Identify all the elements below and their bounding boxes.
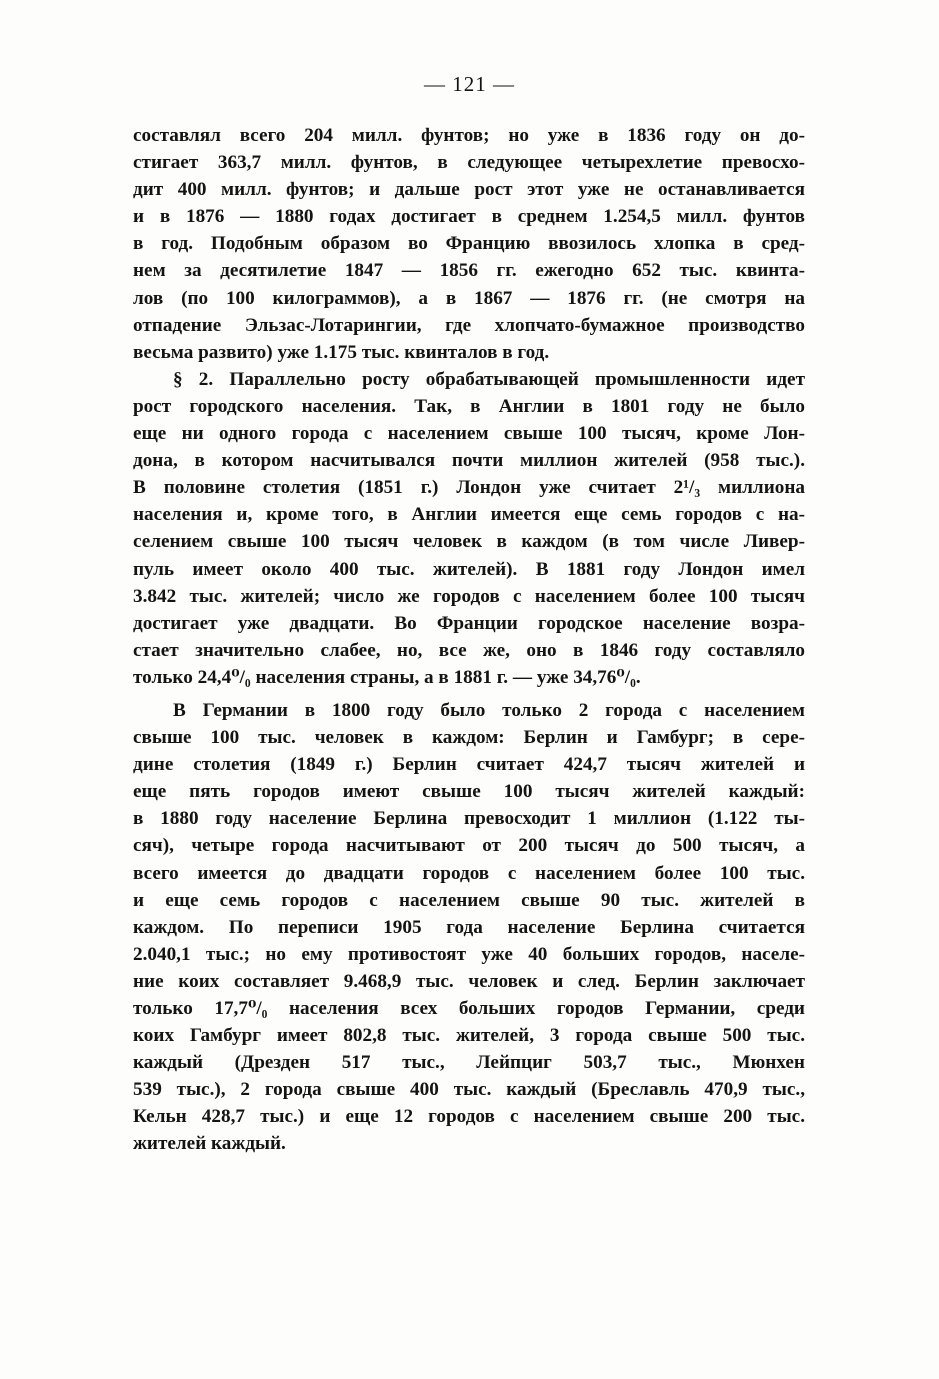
paragraph	[133, 697, 805, 1158]
text-line: всего имеется до двадцати городов с населением более 100 тыс.	[133, 862, 805, 884]
text-line: В половине столетия (1851 г.) Лондон уже считает 2¹/₃ миллиона	[133, 477, 805, 499]
text-line: достигает уже двадцати. Во Франции городское население возра-	[133, 612, 805, 634]
text-line: населения и, кроме того, в Англии имеется еще семь городов с на-	[133, 504, 805, 526]
text-line: 3.842 тыс. жителей; число же городов с населением более 100 тысяч	[133, 585, 805, 607]
text-line: В Германии в 1800 году было только 2 города с населением	[173, 699, 805, 721]
text-line: рост городского населения. Так, в Англии в 1801 году не было	[133, 395, 805, 417]
text-line: Кельн 428,7 тыс.) и еще 12 городов с населением свыше 200 тыс.	[133, 1106, 805, 1128]
text-line: каждый (Дрезден 517 тыс., Лейпциг 503,7 тыс., Мюнхен	[133, 1052, 805, 1074]
text-line: стает значительно слабее, но, все же, оно в 1846 году составляло	[133, 639, 805, 661]
text-line: свыше 100 тыс. человек в каждом: Берлин и Гамбург; в сере-	[133, 727, 805, 749]
text-line: и еще семь городов с населением свыше 90 тыс. жителей в	[133, 889, 805, 911]
text-line: сяч), четыре города насчитывают от 200 тысяч до 500 тысяч, а	[133, 835, 805, 857]
text-line: § 2. Параллельно росту обрабатывающей промышленности идет	[173, 368, 805, 390]
text-line: только 24,4⁰/₀ населения страны, а в 1881 г. — уже 34,76⁰/₀.	[133, 666, 641, 688]
body-text	[133, 122, 805, 1158]
paragraph	[133, 366, 805, 691]
text-line: дит 400 милл. фунтов; и дальше рост этот уже не останавливается	[133, 179, 805, 201]
text-line: только 17,7⁰/₀ населения всех больших городов Германии, среди	[133, 998, 805, 1019]
text-line: дине столетия (1849 г.) Берлин считает 424,7 тысяч жителей и	[133, 754, 805, 776]
text-line: коих Гамбург имеет 802,8 тыс. жителей, 3 города свыше 500 тыс.	[133, 1025, 805, 1047]
text-line: в 1880 году население Берлина превосходит 1 миллион (1.122 ты-	[133, 808, 805, 830]
text-line: нем за десятилетие 1847 — 1856 гг. ежегодно 652 тыс. квинта-	[133, 260, 805, 282]
text-line: 539 тыс.), 2 города свыше 400 тыс. каждый (Бреславль 470,9 тыс.,	[133, 1079, 805, 1101]
text-line: дона, в котором насчитывался почти миллион жителей (958 тыс.).	[133, 450, 805, 472]
text-line: лов (по 100 килограммов), а в 1867 — 1876 гг. (не смотря на	[133, 287, 805, 309]
text-line: каждом. По переписи 1905 года население Берлина считается	[133, 916, 805, 938]
paragraph	[133, 122, 805, 366]
text-line: весьма развито) уже 1.175 тыс. квинталов в год.	[133, 341, 550, 363]
text-line: селением свыше 100 тысяч человек в каждом (в том числе Ливер-	[133, 531, 805, 553]
page-number: — 121 —	[424, 72, 515, 96]
text-line: отпадение Эльзас-Лотарингии, где хлопчато-бумажное производство	[133, 314, 805, 336]
text-line: стигает 363,7 милл. фунтов, в следующее четырехлетие превосхо-	[133, 152, 805, 174]
text-line: ние коих составляет 9.468,9 тыс. человек и след. Берлин заключает	[133, 970, 805, 992]
text-line: еще ни одного города с населением свыше 100 тысяч, кроме Лон-	[133, 423, 805, 445]
text-line: и в 1876 — 1880 годах достигает в среднем 1.254,5 милл. фунтов	[133, 206, 805, 228]
text-line: пуль имеет около 400 тыс. жителей). В 1881 году Лондон имел	[133, 558, 805, 580]
text-line: жителей каждый.	[133, 1133, 286, 1155]
text-line: в год. Подобным образом во Францию ввозилось хлопка в сред-	[133, 233, 805, 255]
text-line: еще пять городов имеют свыше 100 тысяч жителей каждый:	[133, 781, 805, 803]
text-line: составлял всего 204 милл. фунтов; но уже в 1836 году он до-	[133, 125, 805, 146]
text-line: 2.040,1 тыс.; но ему противостоят уже 40 больших городов, населе-	[133, 943, 805, 965]
